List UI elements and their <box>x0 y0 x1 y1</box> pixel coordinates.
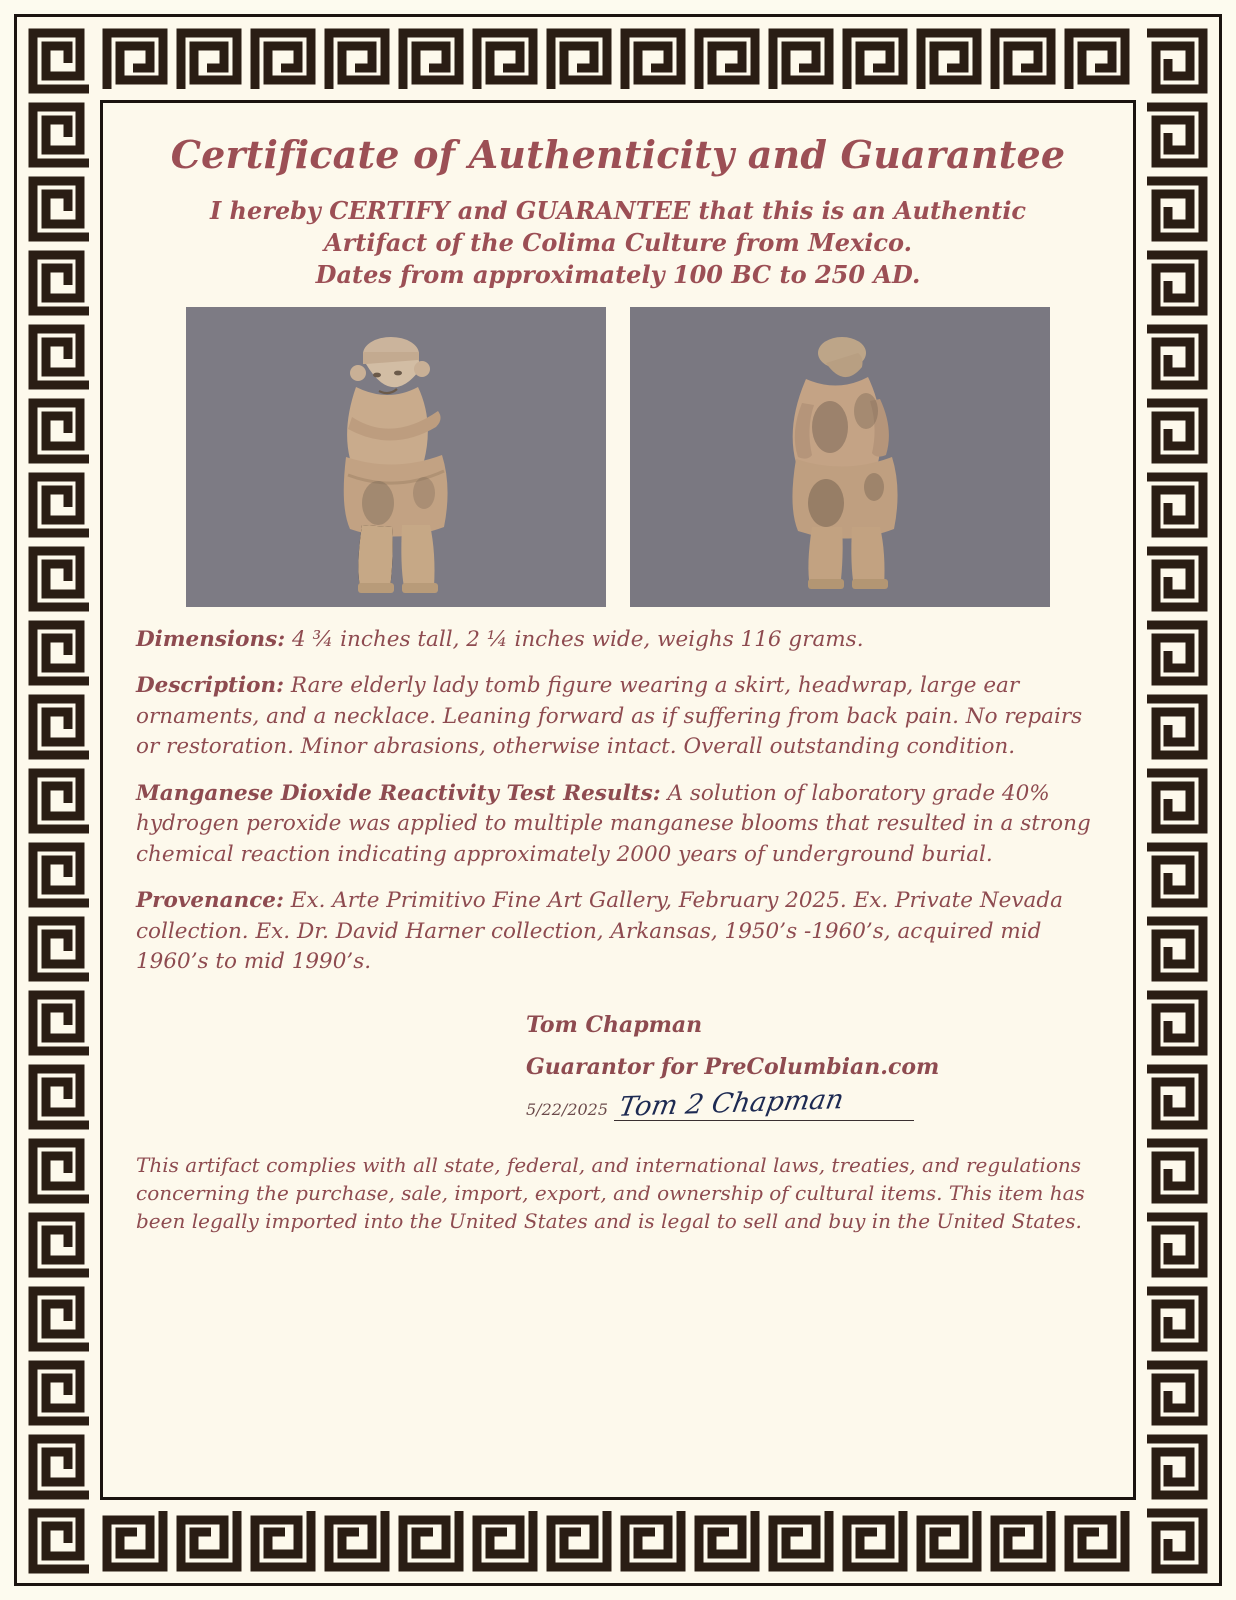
back-view-figure-icon <box>630 307 1050 607</box>
greek-key-tile <box>1060 24 1134 98</box>
greek-key-tile <box>24 542 98 616</box>
greek-key-tile <box>24 616 98 690</box>
artifact-photos <box>136 307 1100 607</box>
greek-key-tile <box>1138 24 1212 98</box>
signature-date: 5/22/2025 <box>526 1099 609 1119</box>
signer-role: Guarantor for PreColumbian.com <box>526 1053 940 1080</box>
greek-key-tile <box>24 986 98 1060</box>
greek-key-tile <box>468 24 542 98</box>
greek-key-tile <box>98 24 172 98</box>
greek-key-tile <box>616 24 690 98</box>
greek-key-tile <box>24 912 98 986</box>
section-description <box>136 671 1100 763</box>
greek-key-tile <box>764 24 838 98</box>
greek-key-tile <box>24 1356 98 1430</box>
greek-key-tile <box>1138 1356 1212 1430</box>
greek-key-tile <box>1138 1430 1212 1504</box>
greek-key-tile <box>320 1502 394 1576</box>
greek-key-tile <box>24 838 98 912</box>
certify-line-2: Artifact of the Colima Culture from Mexico. <box>324 227 912 257</box>
greek-key-tile <box>1138 1504 1212 1576</box>
certify-line-3: Dates from approximately 100 BC to 250 AD. <box>315 259 921 289</box>
greek-key-tile <box>1138 98 1212 172</box>
greek-key-tile <box>1138 764 1212 838</box>
greek-key-tile <box>1138 468 1212 542</box>
artifact-photo-front <box>186 307 606 607</box>
greek-key-tile <box>1138 1060 1212 1134</box>
greek-key-tile <box>1138 1208 1212 1282</box>
greek-key-tile <box>24 1060 98 1134</box>
greek-key-tile <box>24 98 98 172</box>
meander-border-top <box>24 24 1212 98</box>
signature-rule <box>614 1083 914 1123</box>
greek-key-tile <box>246 1502 320 1576</box>
section-description-text: Rare elderly lady tomb figure wearing a skirt, headwrap, large ear ornaments, and a necklace. Leaning forward as if suffering from back pain. No repairs or restoration. Minor abrasions, otherwise intact. Overall outstanding condition. <box>136 673 1083 760</box>
section-provenance-label: Provenance: <box>136 888 284 914</box>
meander-border-right <box>1138 24 1212 1576</box>
greek-key-tile <box>986 24 1060 98</box>
greek-key-tile <box>912 24 986 98</box>
section-manganese-test-text: A solution of laboratory grade 40% hydrogen peroxide was applied to multiple manganese blooms that resulted in a strong chemical reaction indicating approximately 2000 years of underground burial. <box>136 780 1091 867</box>
greek-key-tile <box>1060 1502 1134 1576</box>
greek-key-tile <box>1138 542 1212 616</box>
greek-key-tile <box>172 1502 246 1576</box>
greek-key-tile <box>24 394 98 468</box>
greek-key-tile <box>394 24 468 98</box>
greek-key-tile <box>690 1502 764 1576</box>
greek-key-tile <box>24 172 98 246</box>
greek-key-tile <box>986 1502 1060 1576</box>
greek-key-tile <box>24 1282 98 1356</box>
greek-key-tile <box>616 1502 690 1576</box>
greek-key-tile <box>1138 1282 1212 1356</box>
greek-key-tile <box>24 320 98 394</box>
artifact-photo-back <box>630 307 1050 607</box>
greek-key-tile <box>1138 912 1212 986</box>
front-view-figure-icon <box>186 307 606 607</box>
greek-key-tile <box>24 24 98 98</box>
signer-name: Tom Chapman <box>526 1011 703 1038</box>
section-manganese-test-label: Manganese Dioxide Reactivity Test Results: <box>136 780 661 806</box>
greek-key-tile <box>468 1502 542 1576</box>
greek-key-tile <box>838 24 912 98</box>
greek-key-tile <box>1138 172 1212 246</box>
greek-key-tile <box>1138 246 1212 320</box>
greek-key-tile <box>1138 1134 1212 1208</box>
greek-key-tile <box>1138 616 1212 690</box>
greek-key-tile <box>764 1502 838 1576</box>
meander-border-bottom <box>24 1502 1212 1576</box>
greek-key-tile <box>24 1430 98 1504</box>
handwritten-signature: Tom 2 Chapman <box>616 1083 847 1123</box>
signature-line <box>526 1083 1100 1123</box>
greek-key-tile <box>172 24 246 98</box>
greek-key-tile <box>320 24 394 98</box>
greek-key-tile <box>24 764 98 838</box>
page-title: Certificate of Authenticity and Guarantee <box>170 132 1066 177</box>
greek-key-tile <box>912 1502 986 1576</box>
section-manganese-test <box>136 779 1100 871</box>
section-provenance-text: Ex. Arte Primitivo Fine Art Gallery, February 2025. Ex. Private Nevada collection. Ex. Dr. David Harner collection, Arkansas, 1950’s -1960’s, acquired mid 1960’s to mid 1990’s. <box>136 888 1063 975</box>
greek-key-tile <box>838 1502 912 1576</box>
greek-key-tile <box>690 24 764 98</box>
section-description-label: Description: <box>136 673 285 699</box>
greek-key-tile <box>1138 320 1212 394</box>
meander-border-left <box>24 24 98 1576</box>
certify-line-1: I hereby CERTIFY and GUARANTEE that this is an Authentic <box>209 196 1027 225</box>
greek-key-tile <box>1138 690 1212 764</box>
greek-key-tile <box>24 468 98 542</box>
greek-key-tile <box>542 24 616 98</box>
greek-key-tile <box>542 1502 616 1576</box>
section-dimensions <box>136 625 1100 656</box>
greek-key-tile <box>1138 838 1212 912</box>
certificate-content <box>108 108 1128 1492</box>
signature-block <box>136 1012 1100 1121</box>
greek-key-tile <box>24 1134 98 1208</box>
section-dimensions-label: Dimensions: <box>136 626 286 652</box>
greek-key-tile <box>24 1208 98 1282</box>
greek-key-tile <box>394 1502 468 1576</box>
greek-key-tile <box>246 24 320 98</box>
greek-key-tile <box>24 690 98 764</box>
certify-statement <box>136 195 1100 291</box>
greek-key-tile <box>24 246 98 320</box>
greek-key-tile <box>1138 986 1212 1060</box>
section-dimensions-text: 4 ¾ inches tall, 2 ¼ inches wide, weighs 116 grams. <box>285 626 864 652</box>
legal-disclaimer: This artifact complies with all state, federal, and international laws, treaties, and regulations concerning the purchase, sale, import, export, and ownership of cultural items. This item has been legally imported into the United States and is legal to sell and buy in the United States. <box>136 1152 1085 1233</box>
greek-key-tile <box>98 1502 172 1576</box>
greek-key-tile <box>24 1504 98 1576</box>
greek-key-tile <box>1138 394 1212 468</box>
section-provenance <box>136 886 1100 978</box>
